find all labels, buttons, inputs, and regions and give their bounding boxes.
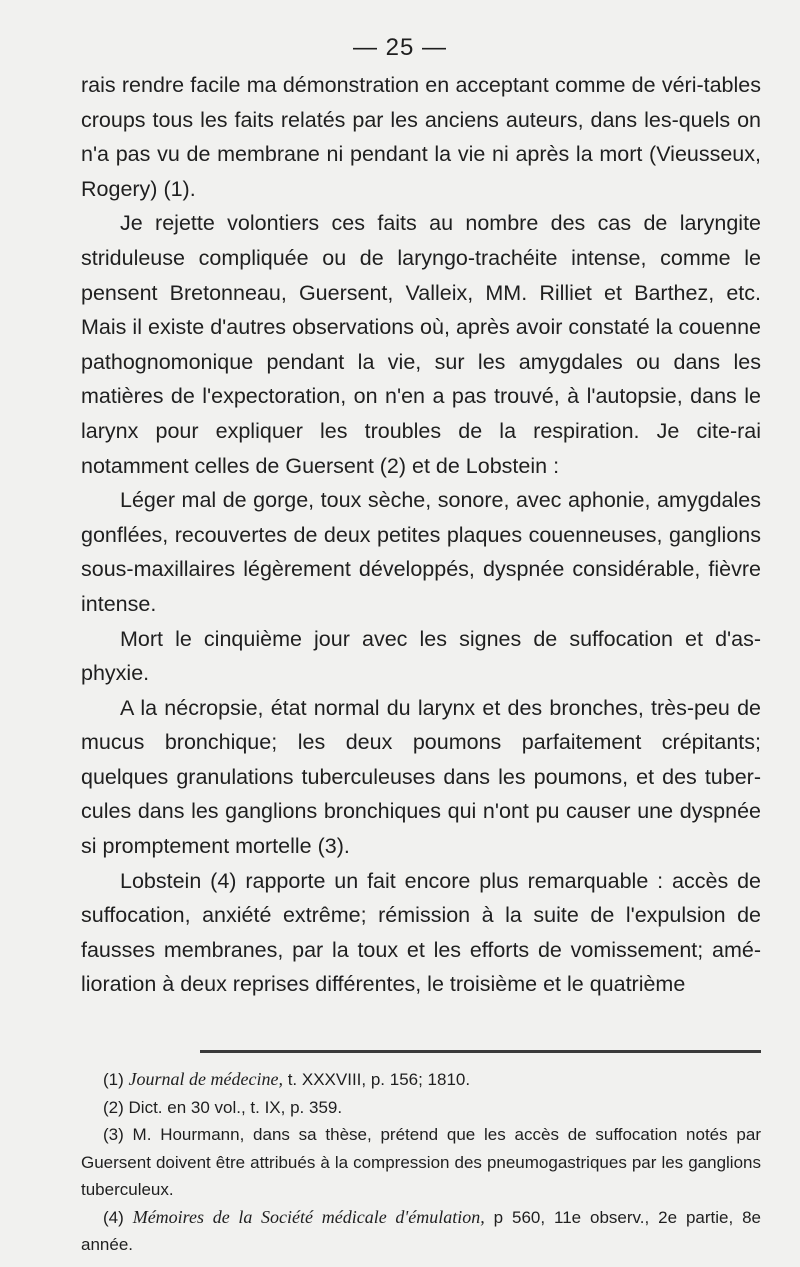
- paragraph: Je rejette volontiers ces faits au nombre des cas de laryngite striduleuse compliquée ou de laryngo-trachéite intense, comme le pensent Bretonneau, Guersent, Valleix, MM. Rilliet et Barthez, etc. Mais il existe d'autres observations où, après avoir constaté la couenne pathognomonique pendant la vie, sur les amygdales ou dans les matières de l'expectoration, on n'en a pas trouvé, à l'autopsie, dans le larynx pour expliquer les troubles de la respiration. Je cite-rai notamment celles de Guersent (2) et de Lobstein :: [81, 211, 761, 478]
- footnote-title: Journal de médecine,: [128, 1069, 283, 1089]
- paragraph: rais rendre facile ma démonstration en acceptant comme de véri-tables croups tous les faits relatés par les anciens auteurs, dans les-quels on n'a pas vu de membrane ni pendant la vie ni après la mort (Vieusseux, Rogery) (1).: [81, 73, 761, 201]
- footnote-number: (3): [103, 1125, 124, 1144]
- paragraph: A la nécropsie, état normal du larynx et des bronches, très-peu de mucus bronchique; les deux poumons parfaitement crépitants; quelques granulations tuberculeuses dans les poumons, et des tuber-cules dans les ganglions bronchiques qui n'ont pu causer une dyspnée si promptement mortelle (3).: [81, 695, 761, 859]
- body-text: [81, 68, 761, 1002]
- footnote-text: p 560, 11e observ., 2e partie, 8e année.: [81, 1207, 762, 1254]
- footnote: [81, 1204, 761, 1259]
- footnote-number: (2): [103, 1097, 124, 1117]
- paragraph: Mort le cinquième jour avec les signes de suffocation et d'as-phyxie.: [81, 626, 761, 686]
- footnote-text: t. XXXVIII, p. 156; 1810.: [287, 1070, 471, 1089]
- footnote: [81, 1094, 761, 1122]
- footnote-divider: [200, 1050, 761, 1053]
- footnote-title: Mémoires de la Société médicale d'émulation,: [132, 1206, 485, 1227]
- footnote: [81, 1121, 761, 1204]
- footnote-number: (1): [103, 1070, 124, 1089]
- footnote: [81, 1066, 761, 1094]
- paragraph: Lobstein (4) rapporte un fait encore plus remarquable : accès de suffocation, anxiété extrême; rémission à la suite de l'expulsion de fausses membranes, par la toux et les efforts de vomissement; amé-lioration à deux reprises différentes, le troisième et le quatrième: [81, 868, 761, 997]
- footnote-number: (4): [103, 1207, 124, 1227]
- footnotes: [81, 1066, 761, 1259]
- page-number: — 25 —: [352, 34, 448, 61]
- footnote-text: Dict. en 30 vol., t. IX, p. 359.: [128, 1097, 343, 1117]
- paragraph: Léger mal de gorge, toux sèche, sonore, avec aphonie, amygdales gonflées, recouvertes de deux petites plaques couenneuses, ganglions sous-maxillaires légèrement développés, dyspnée considérable, fièvre intense.: [81, 488, 761, 616]
- footnote-text: M. Hourmann, dans sa thèse, prétend que les accès de suffocation notés par Guersent doivent être attribués à la compression des pneumogastriques par les ganglions tuberculeux.: [81, 1125, 761, 1199]
